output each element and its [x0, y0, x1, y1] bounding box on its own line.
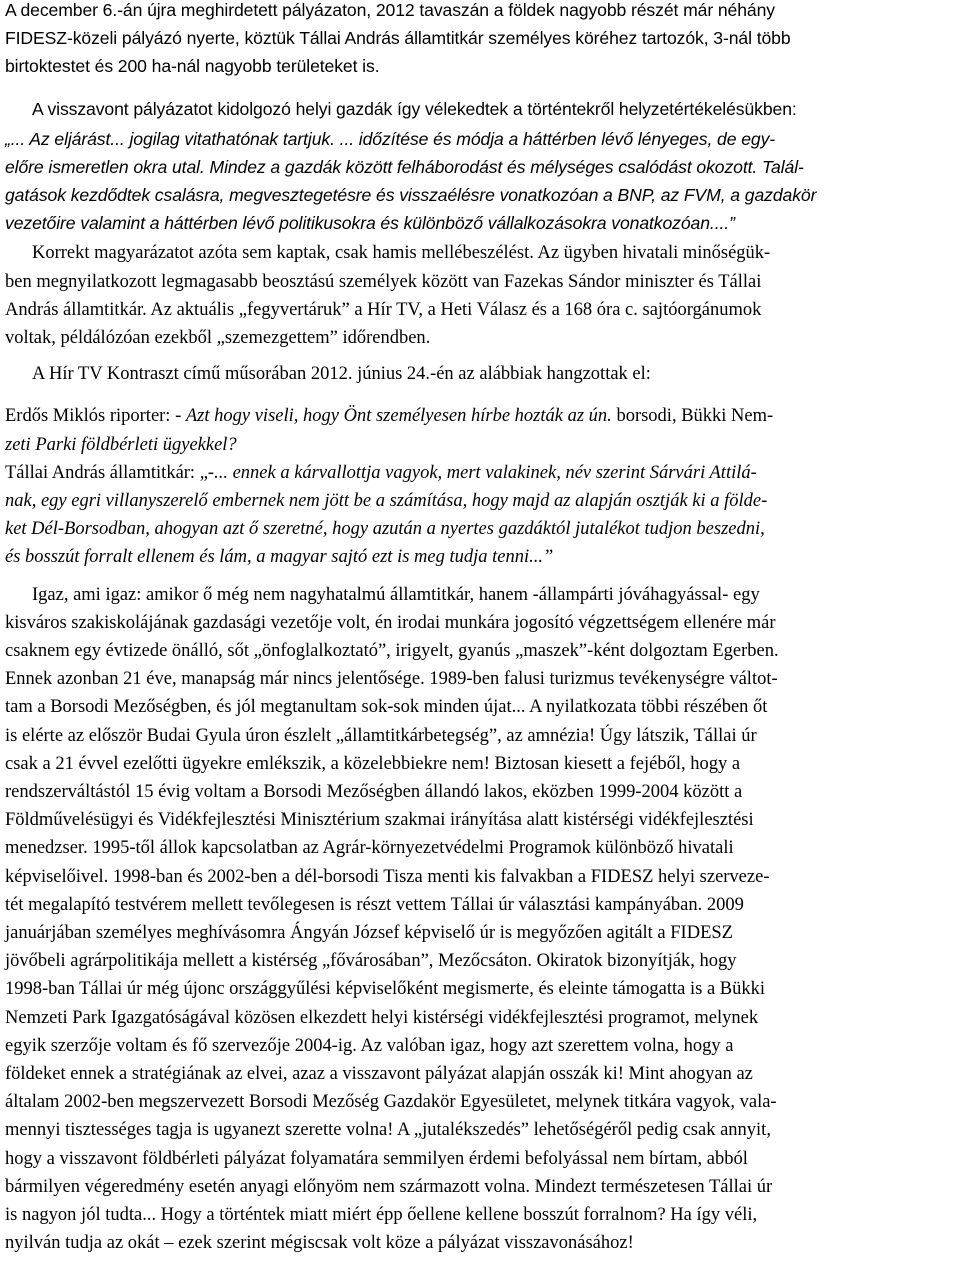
interview-transcript: [5, 402, 955, 571]
text-line: András államtitkár. Az aktuális „fegyvertáruk” a Hír TV, a Heti Válasz és a 168 óra c. sajtóorgánumok: [5, 299, 762, 320]
secretary-label: Tállai András államtitkár: „-: [5, 462, 215, 483]
paragraph-official-response: [5, 239, 955, 352]
text-line: 1998-ban Tállai úr még újonc országgyűlési képviselőként megismerte, és eleinte támogatta is a Bükki: [5, 979, 766, 1000]
text-line: voltak, példálózóan ezekből „szemezgettem” időrendben.: [5, 327, 431, 348]
text-line: Nemzeti Park Igazgatóságával közösen elkezdett helyi kistérségi vidékfejlesztési programot, melynek: [5, 1007, 759, 1028]
text-line: földeket ennek a stratégiának az elvei, azaz a visszavont pályázat alapján osszák ki! Mint ahogyan az: [5, 1064, 753, 1085]
text-line: Ennek azonban 21 éve, manapság már nincs jelentősége. 1989-ben falusi turizmus tevékenységre váltot-: [5, 669, 778, 690]
text-line: menedzser. 1995-től állok kapcsolatban az Agrár-környezetvédelmi Programok különböző hivatali: [5, 838, 734, 859]
text-line: A december 6.-án újra meghirdetett pályázaton, 2012 tavaszán a földek nagyobb részét már néhány: [5, 0, 775, 20]
text-line: csak a 21 évvel ezelőtti ügyekre emlékszik, a közelebbiekre nem! Biztosan kiesett a fejéből, hogy a: [5, 753, 741, 774]
text-line: csaknem egy évtizede önálló, sőt „önfoglalkoztató”, irigyelt, gyanús „maszek”-ként dolgoztam Egerben.: [5, 641, 779, 662]
text-line: Földművelésügyi és Vidékfejlesztési Minisztérium szakmai irányítása alatt kistérségi vidékfejlesztési: [5, 810, 754, 831]
quote-line: előre ismeretlen okra utal. Mindez a gazdák között felháborodást és mélységes csalódást okozott. Talál-: [5, 156, 804, 177]
text-line: FIDESZ-közeli pályázó nyerte, köztük Tállai András államtitkár személyes köréhez tartozók, 3-nál több: [5, 27, 791, 48]
text-line: januárjában személyes meghívásomra Ángyán József képviselő úr is megyőzően agitált a FIDESZ: [5, 923, 733, 944]
text-line: A Hír TV Kontraszt című műsorában 2012. június 24.-én az alábbiak hangzottak el:: [32, 364, 651, 385]
spacer: [5, 80, 955, 96]
paragraph-hirtv-intro: [32, 360, 955, 388]
text-line: általam 2002-ben megszervezett Borsodi Mezőség Gazdakör Egyesületet, melynek titkára vagyok, vala-: [5, 1092, 777, 1113]
interview-answer-line: és bosszút forralt ellenem és lám, a magyar sajtó ezt is meg tudja tenni...”: [5, 547, 554, 568]
interview-answer-line: [5, 459, 955, 487]
interview-question-line: [5, 402, 955, 430]
text-line: jövőbeli agrárpolitikája mellett a kistérség „fővárosában”, Mezőcsáton. Okiratok bizonyítják, hogy: [5, 951, 737, 972]
text-line: A visszavont pályázatot kidolgozó helyi gazdák így vélekedtek a történtekről helyzetértékelésükben:: [32, 99, 797, 120]
reporter-question-tail: borsodi, Bükki Nem-: [611, 406, 774, 427]
reporter-question: Azt hogy viseli, hogy Önt személyesen hírbe hozták az ún.: [185, 406, 612, 427]
spacer: [5, 388, 955, 402]
quote-line: vezetőire valamint a háttérben lévő politikusokra és különböző vállalkozásokra vonatkozóan....”: [5, 212, 735, 233]
paragraph-farmers-intro: [32, 96, 955, 124]
text-line: kisváros szakiskolájának gazdasági vezetője volt, én irodai munkára jogosító végzettségem ellenére már: [5, 612, 776, 633]
text-line: mennyi tisztességes tagja is ugyanezt szerette volna! A „jutalékszedés” lehetőségéről pedig csak annyit,: [5, 1120, 771, 1141]
text-line: bármilyen végeredmény esetén anyagi előnyöm nem származott volna. Mindezt természetesen Tállai úr: [5, 1176, 773, 1197]
text-line: ben megnyilatkozott legmagasabb beosztású személyek között van Fazekas Sándor miniszter és Tállai: [5, 271, 762, 292]
text-line: Korrekt magyarázatot azóta sem kaptak, csak hamis mellébeszélést. Az ügyben hivatali minőségük-: [32, 243, 771, 264]
reporter-label: Erdős Miklós riporter: -: [5, 406, 186, 427]
text-line: hogy a visszavont földbérleti pályázat folyamatára semmilyen érdemi befolyással nem bírtam, abból: [5, 1148, 748, 1169]
quote-line: „... Az eljárást... jogilag vitathatónak tartjuk. ... időzítése és módja a háttérben lévő lényeges, de egy-: [5, 129, 776, 150]
document-page: [5, 0, 955, 1257]
paragraph-author-response: [5, 581, 955, 1258]
text-line: birtoktestet és 200 ha-nál nagyobb területeket is.: [5, 55, 380, 76]
quote-line: gatások kezdődtek csalásra, megvesztegetésre és visszaélésre vonatkozóan a BNP, az FVM, a gazdakör: [5, 184, 817, 205]
text-line: képviselőivel. 1998-ban és 2002-ben a dél-borsodi Tisza menti kis falvakban a FIDESZ helyi szervezе-: [5, 866, 770, 887]
text-line: is elérte az először Budai Gyula úron észlelt „államtitkárbetegség”, az amnézia! Úgy látszik, Tállai úr: [5, 725, 757, 746]
interview-answer-line: nak, egy egri villanyszerelő embernek nem jött be a számítása, hogy majd az alapján osztják ki a földe-: [5, 491, 768, 511]
text-line: rendszerváltástól 15 évig voltam a Borsodi Mezőségben állandó lakos, eközben 1999-2004 között a: [5, 782, 743, 803]
text-line: is nagyon jól tudta... Hogy a történtek miatt miért épp őellene kellene bosszút forralnom? Ha így véli,: [5, 1205, 758, 1226]
paragraph-land-awards: [5, 0, 955, 80]
text-line: Igaz, ami igaz: amikor ő még nem nagyhatalmú államtitkár, hanem -állampárti jóváhagyással- egy: [32, 584, 760, 605]
text-line: nyilván tudja az okát – ezek szerint mégiscsak volt köze a pályázat visszavonásához!: [5, 1233, 634, 1254]
text-line: tét megalapító testvérem mellett tevőlegesen is részt vettem Tállai úr választási kampányában. 2009: [5, 894, 744, 915]
spacer: [5, 352, 955, 360]
text-line: egyik szerzője voltam és fő szervezője 2004-ig. Az valóban igaz, hogy azt szerettem volna, hogy a: [5, 1035, 734, 1056]
secretary-answer: ... ennek a kárvallottja vagyok, mert valakinek, név szerint Sárvári Attilá-: [214, 462, 757, 483]
interview-question-line: zeti Parki földbérleti ügyekkel?: [5, 434, 237, 455]
text-line: tam a Borsodi Mezőségben, és jól megtanultam sok-sok minden újat... A nyilatkozata többi részében őt: [5, 697, 768, 718]
interview-answer-line: ket Dél-Borsodban, ahogyan azt ő szeretné, hogy azután a nyertes gazdáktól jutalékot tudjon beszedni,: [5, 519, 765, 540]
spacer: [5, 572, 955, 580]
farmers-quote: [5, 126, 955, 237]
